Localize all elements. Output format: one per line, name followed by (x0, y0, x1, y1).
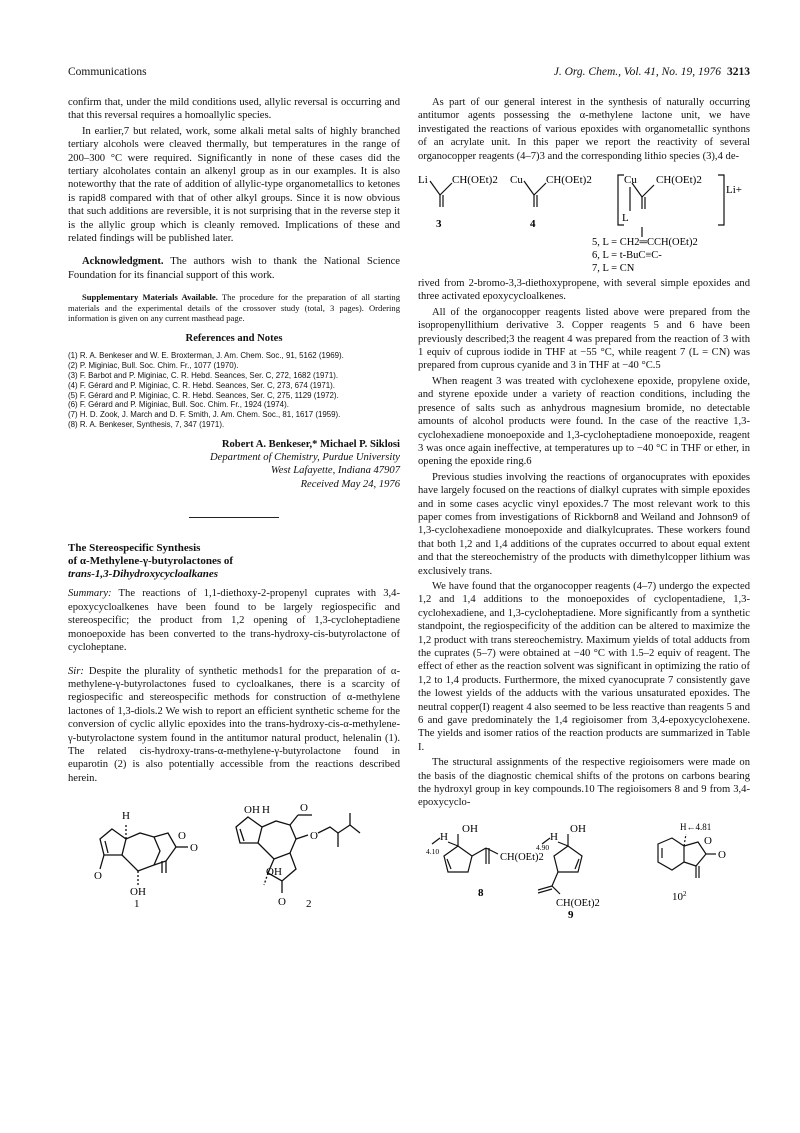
ch-oet2-label: CH(OEt)2 (452, 174, 498, 187)
sir-text: Despite the plurality of synthetic methods1 for the preparation of α-methylene-γ-butyrolactones fused to cycloalkanes, there is a scarcity of regiospecific and stereospecific methods for construction of α-methylene lactones of 1,3-diols.2 We wish to report an efficient synthetic scheme for the conversion of cyclic allylic epoxides into the trans-hydroxy-cis-α-methylene-γ-butyrolactone system found in the antitumor natural product, helenalin (1). The related cis-hydroxy-trans-α-methylene-γ-butyrolactone found in euparotin (2) is also potentially accessible from the reactions described herein. (68, 665, 400, 784)
section-label: Communications (68, 66, 147, 78)
oh-label: OH (570, 822, 586, 835)
page-header (68, 66, 750, 84)
compound-number: 2 (306, 898, 312, 911)
o-label: O (94, 870, 102, 883)
received-date: Received May 24, 1976 (300, 478, 400, 490)
ligand-definition: 7, L = CN (592, 263, 635, 275)
compound-number: 1 (134, 898, 140, 911)
reference-item: (4) F. Gérard and P. Miginiac, C. R. Hebd. Seances, Ser. C, 273, 674 (1971). (68, 380, 335, 390)
section-divider (189, 517, 279, 518)
chemical-shift: 4.10 (426, 846, 440, 856)
reference-item: (3) F. Barbot and P. Miginiac, C. R. Hebd. Seances, Ser. C, 272, 1682 (1971). (68, 371, 339, 381)
acknowledgment (68, 255, 400, 282)
summary (68, 587, 400, 654)
summary-label: Summary: (68, 588, 112, 600)
body-intro (68, 665, 400, 786)
li-plus-label: Li+ (726, 184, 742, 197)
h-label: H (440, 830, 448, 843)
compound-number (672, 890, 687, 903)
o-label: O (300, 802, 308, 815)
oh-label: OH (266, 866, 282, 879)
o-label: O (190, 842, 198, 855)
structures-8-10 (418, 814, 750, 920)
paragraph: We have found that the organocopper reagents (4–7) undergo the expected 1,2 and 1,4 additions to the monoepoxides of cyclopentadiene, 1,3-cyclohexadiene, and 1,3-cycloheptadiene. More significantly from a synthetic standpoint, the regiospecificity of the addition can be altered to maximize the 1,2 product with trans stereochemistry. Maximum yields of total adducts from the cuprates (5–7) were obtained at −40 °C with 1.5–2 equiv of reagent. The effect of ether as the reaction solvent was significant in optimizing the ratio of 1,2 to 1,4 products. Furthermore, the mixed cyanocuprate 7 consistently gave the lowest yields of the adducts with the various unsaturated epoxides. The neutral copper(I) reagent 4 also seemed to be less reactive than reagents 5 and 6 and gave predominately the 1,4 regioisomer from 3,4-epoxycyclohexene. The yields and isomer ratios of the reaction products are summarized in Table I. (418, 580, 750, 753)
cu-label: Cu (624, 174, 637, 187)
title-line: of α-Methylene-γ-butyrolactones of (68, 555, 234, 568)
reference-item: (8) R. A. Benkeser, Synthesis, 7, 347 (1971). (68, 420, 225, 430)
o-label: O (178, 830, 186, 843)
paragraph: As part of our general interest in the synthesis of naturally occurring antitumor agents possessing the α-methylene lactone unit, we have investigated the reactions of various epoxides with organometallic synthons of an acrylate unit. In this paper we report the reactivity of several organocopper reagents (4–7)3 and the corresponding lithio species (3),4 de- (418, 97, 750, 162)
oh-label: OH (130, 886, 146, 899)
supp-heading: Supplementary Materials Available. (82, 292, 218, 303)
l-label: L (622, 212, 629, 225)
right-column (418, 96, 750, 920)
journal-name: J. Org. Chem., Vol. 41, No. 19, 1976 (553, 66, 721, 78)
euparotin-structure (236, 813, 360, 893)
ch-oet2-label: CH(OEt)2 (656, 174, 702, 187)
h-label: H (262, 804, 270, 817)
compound-10-footnote: 2 (683, 889, 687, 898)
sir-label: Sir: (68, 665, 84, 677)
ligand-definition: 6, L = t-BuC≡C- (592, 250, 662, 262)
paragraph: All of the organocopper reagents listed above were prepared from the isopropenyllithium derivative 3. Copper reagents 5 and 6 have been previously described;3 the reagent 4 was prepared from the reaction of 3 with 1 equiv of cuprous iodide in THF at −55 °C, while reagent 7 (L = CN) was prepared from cuprous cyanide and 3 in THF at −40 °C.5 (418, 306, 750, 372)
paragraph: Previous studies involving the reactions of organocuprates with epoxides have largely focused on the reactions of dialkyl cuprates with simple epoxides and in some cases acyclic vinyl epoxides.7 The most relevant work to this paper comes from investigations of Rickborn8 and Weiland and Johnson9 of 1,3-cyclohexadiene monoepoxide and dialkylcuprates. These workers found that both 1,2 and 1,4 additions of the cuprates occurred to about equal extent and that the stereochemistry of the products with dimethylcopper lithium was exclusively trans. (418, 471, 750, 577)
compound-10: 10 (672, 890, 683, 903)
ligand-definition: 5, L = CH2═CCH(OEt)2 (592, 237, 698, 249)
helenalin-structure (100, 823, 188, 885)
li-label: Li (418, 174, 428, 187)
page-number: 3213 (727, 66, 750, 78)
journal-citation (554, 66, 750, 78)
chemical-shift: 4.90 (536, 842, 550, 852)
paragraph: In earlier,7 but related, work, some alkali metal salts of highly branched tertiary alcohols were cleaved thermally, but temperatures in the range of 200–300 °C were required. Significantly in none of these cases did the tertiary alcoholates contain an alkenyl group as in our examples. It is also noteworthy that the rate of addition of allylic-type organometallics to ketones is rapid8 compared with that of other alkyl groups. Since it is now obvious that such additions are reversible, it is not surprising that in the reverse step it is the allylic group which is cleanly removed. Implications of these and related findings will be published later. (68, 125, 400, 245)
paragraph: confirm that, under the mild conditions used, allylic reversal is occurring and that this reversal requires a homoallylic species. (68, 97, 400, 122)
compound-number: 9 (568, 908, 574, 920)
affiliation: Department of Chemistry, Purdue University (210, 452, 400, 464)
reference-item: (1) R. A. Benkeser and W. E. Broxterman, J. Am. Chem. Soc., 91, 5162 (1969). (68, 351, 344, 361)
paragraph: rived from 2-bromo-3,3-diethoxypropene, with several simple epoxides and three activated epoxycycloalkenes. (418, 278, 750, 303)
structures-1-2 (68, 789, 400, 911)
compound-number: 8 (478, 886, 484, 899)
reference-item: (6) F. Gérard and P. Miginiac, Bull. Soc. Chim. Fr., 1924 (1974). (68, 400, 289, 410)
h-label: H (550, 830, 558, 843)
left-column (68, 96, 400, 911)
o-label: O (278, 896, 286, 909)
supp-text: The procedure for the preparation of all starting materials and the experimental details of the crossover study (total, 3 pages). Ordering information is given on any current masthead page. (68, 292, 400, 324)
ch-oet2-label: CH(OEt)2 (546, 174, 592, 187)
reference-list (68, 351, 400, 429)
title-line: trans-1,3-Dihydroxycycloalkanes (68, 568, 219, 581)
reference-item: (7) H. D. Zook, J. March and D. F. Smith, J. Am. Chem. Soc., 81, 1617 (1959). (68, 410, 341, 420)
compound-number: 3 (436, 218, 442, 231)
cu-label: Cu (510, 174, 523, 187)
oh-label: OH (462, 822, 478, 835)
reference-item: (5) F. Gérard and P. Miginiac, C. R. Hebd. Seances, Ser. C, 275, 1129 (1972). (68, 390, 339, 400)
ch-oet2-label: CH(OEt)2 (500, 851, 544, 863)
reference-item: (2) P. Miginiac, Bull. Soc. Chim. Fr., 1077 (1970). (68, 361, 239, 371)
o-label: O (718, 848, 726, 861)
supplementary-materials (68, 292, 400, 324)
paragraph: When reagent 3 was treated with cyclohexene epoxide, propylene oxide, and styrene epoxide under a variety of reaction conditions, including the presence of salts such as anhydrous magnesium bromide, no detectable amounts of alcohol products were found. In the case of the reactive 1,3-cyclohexadiene monoepoxide and 1,3-cycloheptadiene monoepoxide, reagent 3 was once again ineffective, at temperatures up to −40 °C in THF or ether, in opening the epoxide ring.6 (418, 375, 750, 468)
o-label: O (704, 834, 712, 847)
authors: Robert A. Benkeser,* Michael P. Siklosi (221, 438, 400, 450)
title-line: The Stereospecific Synthesis (68, 541, 201, 554)
h-label: H (122, 810, 130, 823)
ack-text: The authors wish to thank the National Science Foundation for its financial support of this work. (68, 256, 400, 281)
article-title (68, 542, 400, 582)
reagents-3-7-scheme (418, 165, 750, 275)
o-label: O (310, 830, 318, 843)
chemical-shift: H←4.81 (680, 821, 712, 832)
ack-heading: Acknowledgment. (82, 256, 164, 268)
oh-label: OH (244, 804, 260, 817)
compound-number: 4 (530, 218, 536, 231)
paragraph: The structural assignments of the respective regioisomers were made on the basis of the diagnostic chemical shifts of the protons on carbons bearing the hydroxyl group in key compounds.10 The regioisomers 8 and 9 from 3,4-epoxycyclo- (418, 757, 750, 809)
references-heading: References and Notes (185, 333, 283, 345)
summary-text: The reactions of 1,1-diethoxy-2-propenyl cuprates with 3,4-epoxycycloalkenes have been found to be largely regiospecific and stereospecific; the product from 1,2 opening of 1,3-cycloheptadiene monoepoxide has been converted to the trans-hydroxy-cis-butyrolactone of cycloheptane. (68, 588, 400, 654)
ch-oet2-label: CH(OEt)2 (556, 897, 600, 909)
affiliation-address: West Lafayette, Indiana 47907 (270, 465, 400, 477)
